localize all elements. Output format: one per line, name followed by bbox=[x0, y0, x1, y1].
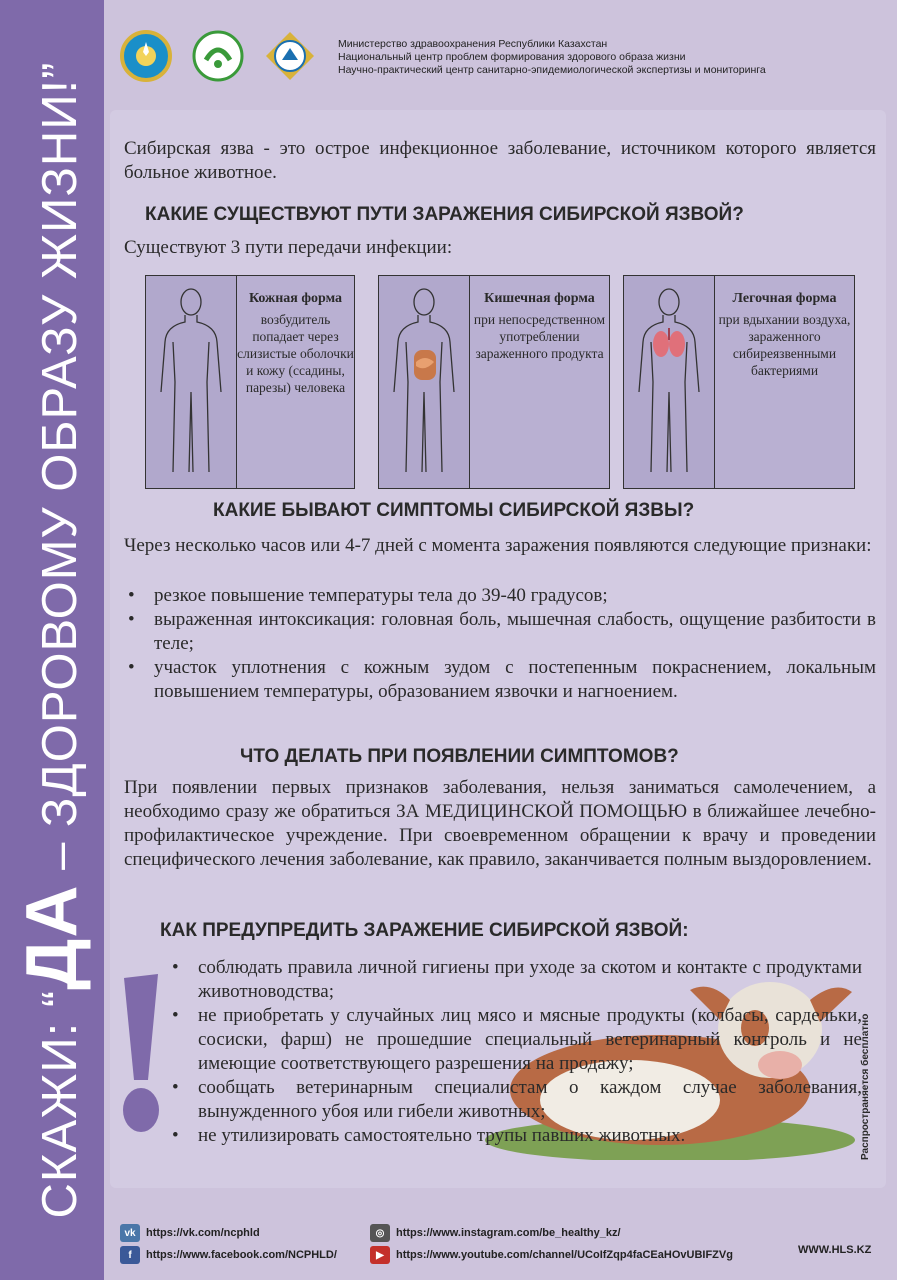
exclamation-icon bbox=[118, 970, 164, 1150]
symptoms-list bbox=[124, 584, 876, 704]
list-item: • выраженная интоксикация: головная боль, мышечная слабость, ощущение разбитости в теле; bbox=[124, 608, 876, 656]
list-item: • участок уплотнения с кожным зудом с постепенным покраснением, локальным повышением температуры, образованием язвочки и нагноением. bbox=[124, 656, 876, 704]
list-item: • резкое повышение температуры тела до 39-40 градусов; bbox=[124, 584, 876, 608]
form-title: Кишечная форма bbox=[484, 291, 595, 306]
form-title: Кожная форма bbox=[248, 291, 343, 306]
body-lungs-icon bbox=[624, 276, 715, 488]
form-card-pulmonary bbox=[623, 275, 855, 489]
vk-icon: vk bbox=[120, 1224, 140, 1242]
intro-text: Сибирская язва - это острое инфекционное заболевание, источником которого является больное животное. bbox=[124, 138, 876, 183]
website-link[interactable]: WWW.HLS.KZ bbox=[798, 1244, 872, 1256]
form-text: при непосредственном употреблении зараженного продукта bbox=[473, 312, 606, 361]
slogan-sidebar bbox=[0, 0, 104, 1280]
free-distribution-note: Распространяется бесплатно bbox=[860, 1013, 871, 1160]
facebook-icon: f bbox=[120, 1246, 140, 1264]
logos bbox=[120, 30, 316, 82]
youtube-icon: ▶ bbox=[370, 1246, 390, 1264]
ways-lead: Существуют 3 пути передачи инфекции: bbox=[124, 237, 453, 258]
kazakhstan-emblem-icon bbox=[120, 30, 172, 82]
organization-names: Министерство здравоохранения Республики Казахстан Национальный центр проблем формирования здорового образа жизни Научно-практический центр санитарно-эпидемиологической экспертизы и мониторинга bbox=[338, 38, 766, 76]
symptoms-lead: Через несколько часов или 4-7 дней с момента заражения появляются следующие признаки: bbox=[124, 535, 872, 556]
ways-heading: КАКИЕ СУЩЕСТВУЮТ ПУТИ ЗАРАЖЕНИЯ СИБИРСКОЙ ЯЗВОЙ? bbox=[145, 204, 744, 225]
instagram-link[interactable]: ◎ https://www.instagram.com/be_healthy_kz/ bbox=[370, 1224, 621, 1242]
form-card-intestinal bbox=[378, 275, 610, 489]
prevention-list bbox=[168, 956, 862, 1148]
body-intestines-icon bbox=[379, 276, 470, 488]
body-silhouette-icon bbox=[146, 276, 237, 488]
form-text: возбудитель попадает через слизистые оболочки и кожу (ссадины, парезы) человека bbox=[237, 312, 354, 395]
list-item: • не утилизировать самостоятельно трупы павших животных. bbox=[168, 1124, 862, 1148]
action-heading: ЧТО ДЕЛАТЬ ПРИ ПОЯВЛЕНИИ СИМПТОМОВ? bbox=[240, 746, 679, 767]
list-item: • не приобретать у случайных лиц мясо и мясные продукты (колбасы, сардельки, сосиски, фарш) не прошедшие специальный ветеринарный контроль и не имеющие соответствующего разрешения на продажу; bbox=[168, 1004, 862, 1076]
form-title: Легочная форма bbox=[732, 291, 837, 306]
sanitary-center-icon bbox=[264, 30, 316, 82]
slogan: СКАЖИ: “ДА – ЗДОРОВОМУ ОБРАЗУ ЖИЗНИ!” bbox=[12, 61, 92, 1219]
prevent-heading: КАК ПРЕДУПРЕДИТЬ ЗАРАЖЕНИЕ СИБИРСКОЙ ЯЗВОЙ: bbox=[160, 920, 689, 941]
facebook-link[interactable]: f https://www.facebook.com/NCPHLD/ bbox=[120, 1246, 337, 1264]
youtube-link[interactable]: ▶ https://www.youtube.com/channel/UCoIfZqp4faCEaHOvUBIFZVg bbox=[370, 1246, 733, 1264]
list-item: • соблюдать правила личной гигиены при уходе за скотом и контакте с продуктами животноводства; bbox=[168, 956, 862, 1004]
list-item: • сообщать ветеринарным специалистам о каждом случае заболевания, вынужденного убоя или гибели животных; bbox=[168, 1076, 862, 1124]
vk-link[interactable]: vk https://vk.com/ncphld bbox=[120, 1224, 260, 1242]
form-text: при вдыхании воздуха, зараженного сибиреязвенными бактериями bbox=[718, 312, 851, 378]
healthy-lifestyle-center-icon bbox=[192, 30, 244, 82]
instagram-icon: ◎ bbox=[370, 1224, 390, 1242]
form-card-skin bbox=[145, 275, 355, 489]
action-text: При появлении первых признаков заболевания, нельзя заниматься самолечением, а необходимо сразу же обратиться ЗА МЕДИЦИНСКОЙ ПОМОЩЬЮ в ближайшее лечебно-профилактическое учреждение. При своевременном обращении к врачу и проведении специфического лечения заболевание, как правило, заканчивается полным выздоровлением. bbox=[124, 777, 876, 870]
symptoms-heading: КАКИЕ БЫВАЮТ СИМПТОМЫ СИБИРСКОЙ ЯЗВЫ? bbox=[213, 500, 695, 521]
